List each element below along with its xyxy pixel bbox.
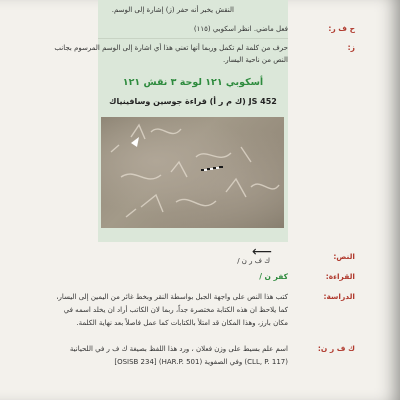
root-line: اسم علم بسيط على وزن فعلان ، ورد هذا اللفظ بصيغة ك ف ر في اللحيانية (69, 345, 288, 353)
rock-inscription-photo (101, 117, 284, 228)
top-fragment-line: النقش يخبر أنه حفر (ز) إشارة إلى الوسم. (111, 6, 234, 14)
entry-line: النص من ناحية اليسار. (223, 56, 288, 64)
inscription-text-symbols: ك ف ر ن / (237, 257, 270, 265)
study-line: مكان بارز، وهذا المكان قد امتلأ بالكتابات كما عمل فاصلاً بعد نهاية الكلمة. (76, 319, 288, 327)
direction-arrow-icon: ⟵ (252, 244, 273, 260)
reading-value: كفر ن / (259, 272, 288, 281)
inscription-carvings-icon (101, 117, 284, 228)
entry-label-hfr: ح ف ر: (328, 24, 355, 33)
study-line: كما يلاحظ ان هذه الكتابة مختصرة جداً، ربما لان الكاتب أراد ان يخلد اسمه في (63, 306, 288, 314)
reading-label: القراءة: (325, 272, 355, 281)
entry-line: حرف من كلمة لم تكمل وربما أنها تعني هذا أي اشارة إلى الوسم المرسوم بجانب (54, 44, 288, 52)
inscription-heading: أسكوبي ١٢١ لوحة ٣ نقش ١٢١ (122, 77, 264, 88)
text-label: النص: (333, 252, 355, 261)
study-label: الدراسة: (323, 292, 355, 301)
root-line: (CLL, P. 117) وفي الصفوية (HAR.P. 501) [OSISB 234] (114, 358, 288, 366)
entry-line: فعل ماضي. انظر اسكوبي (١١٥) (193, 25, 288, 33)
entry-label-z: ز: (347, 43, 355, 52)
inscription-subheading: JS 452 (ك م ر أ) قراءة جوسين وسافينياك (109, 97, 277, 106)
root-label: ك ف ر ن: (317, 344, 355, 353)
study-line: كتب هذا النص على واجهة الجبل بواسطة النقر وبخط غائر من اليمين إلى اليسار، (56, 293, 288, 301)
